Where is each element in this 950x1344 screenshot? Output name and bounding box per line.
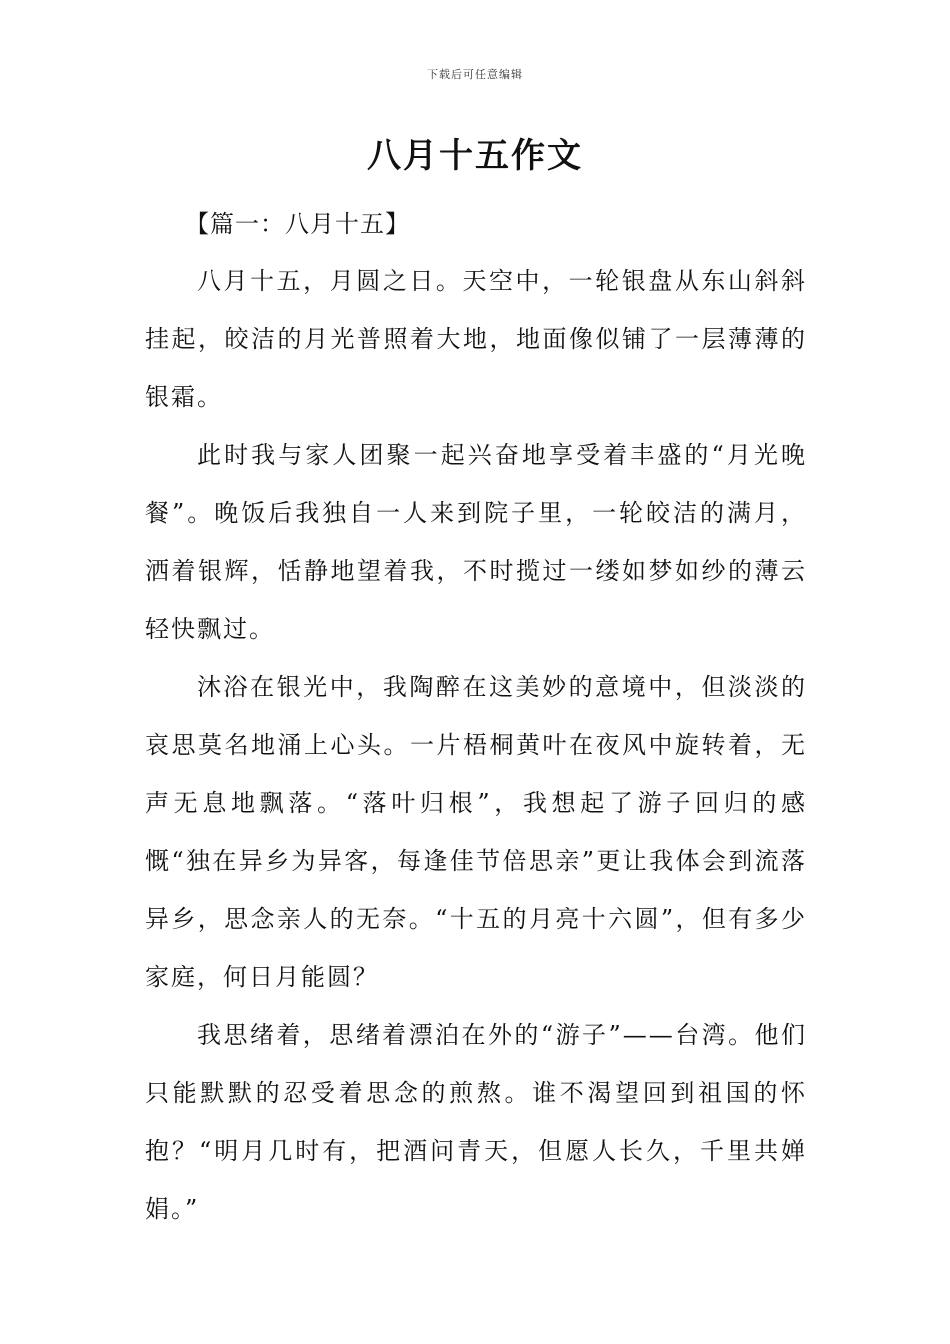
paragraph-1: 八月十五，月圆之日。天空中，一轮银盘从东山斜斜挂起，皎洁的月光普照着大地，地面像似铺了一层薄薄的银霜。 xyxy=(145,267,807,411)
section-heading: 【篇一：八月十五】 xyxy=(185,210,410,238)
header-note: 下载后可任意编辑 xyxy=(427,68,523,81)
document-title: 八月十五作文 xyxy=(367,136,583,176)
document-body xyxy=(145,196,807,1238)
paragraph-4: 我思绪着，思绪着漂泊在外的“游子”——台湾。他们只能默默的忍受着思念的煎熬。谁不渴望回到祖国的怀抱？“明月几时有，把酒问青天，但愿人长久，千里共婵娟。” xyxy=(145,1021,807,1223)
paragraph-3: 沐浴在银光中，我陶醉在这美妙的意境中，但淡淡的哀思莫名地涌上心头。一片梧桐黄叶在夜风中旋转着，无声无息地飘落。“落叶归根”，我想起了游子回归的感慨“独在异乡为异客，每逢佳节倍思亲”更让我体会到流落异乡，思念亲人的无奈。“十五的月亮十六圆”，但有多少家庭，何日月能圆？ xyxy=(145,673,807,991)
paragraph-2: 此时我与家人团聚一起兴奋地享受着丰盛的“月光晚餐”。晚饭后我独自一人来到院子里，一轮皎洁的满月，洒着银辉，恬静地望着我，不时揽过一缕如梦如纱的薄云轻快飘过。 xyxy=(145,441,807,643)
